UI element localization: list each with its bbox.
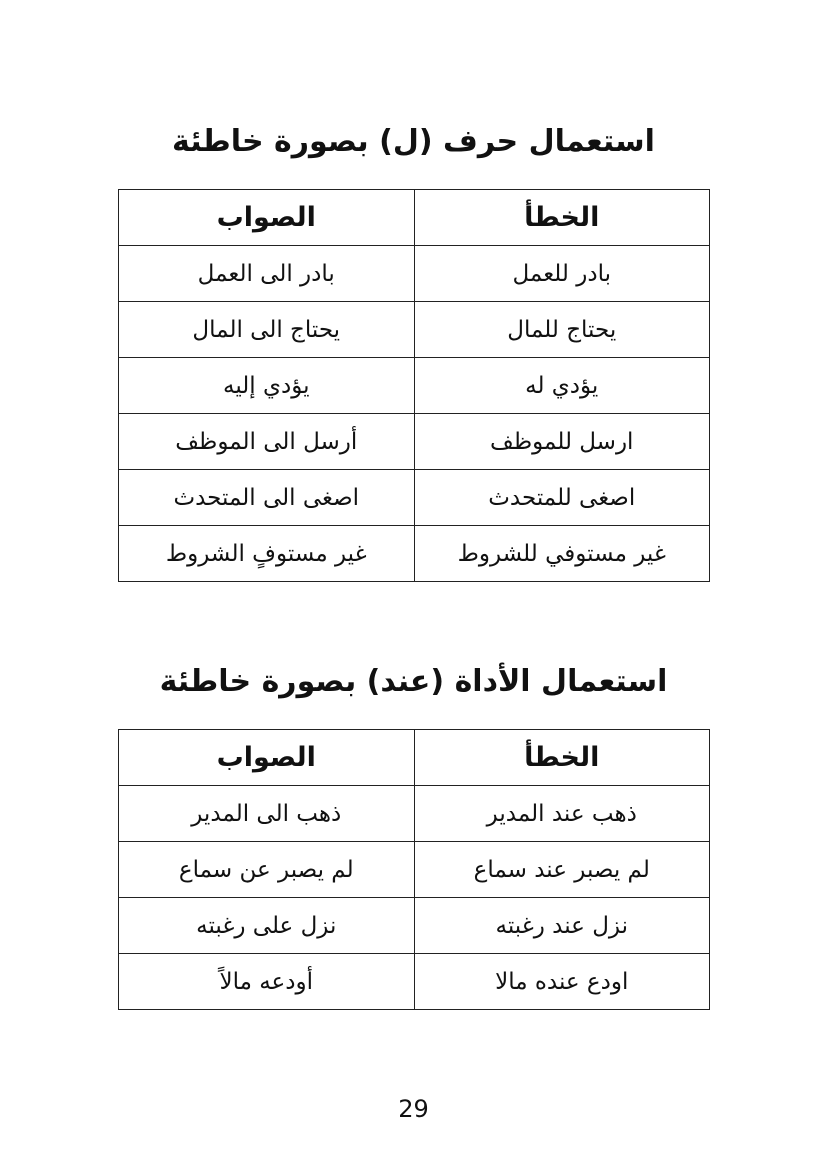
table-row [119, 842, 710, 898]
cell-right: أودعه مالاً [119, 954, 415, 1010]
cell-right: بادر الى العمل [119, 246, 415, 302]
header-right: الصواب [119, 730, 415, 786]
table-row [119, 246, 710, 302]
cell-wrong: لم يصبر عند سماع [414, 842, 710, 898]
page-number: 29 [398, 1095, 429, 1123]
cell-wrong: ذهب عند المدير [414, 786, 710, 842]
table-row [119, 786, 710, 842]
table-header-row [119, 190, 710, 246]
header-wrong: الخطأ [414, 190, 710, 246]
cell-right: لم يصبر عن سماع [119, 842, 415, 898]
cell-wrong: بادر للعمل [414, 246, 710, 302]
cell-right: اصغى الى المتحدث [119, 470, 415, 526]
corrections-table-lam [118, 189, 710, 582]
cell-right: يحتاج الى المال [119, 302, 415, 358]
cell-wrong: اصغى للمتحدث [414, 470, 710, 526]
cell-wrong: يؤدي له [414, 358, 710, 414]
header-wrong: الخطأ [414, 730, 710, 786]
table-row [119, 954, 710, 1010]
cell-right: يؤدي إليه [119, 358, 415, 414]
table-row [119, 302, 710, 358]
cell-right: أرسل الى الموظف [119, 414, 415, 470]
table-row [119, 470, 710, 526]
table-row [119, 358, 710, 414]
table-row [119, 898, 710, 954]
section-title-lam: استعمال حرف (ل) بصورة خاطئة [172, 124, 655, 159]
cell-right: ذهب الى المدير [119, 786, 415, 842]
cell-right: نزل على رغبته [119, 898, 415, 954]
header-right: الصواب [119, 190, 415, 246]
cell-wrong: يحتاج للمال [414, 302, 710, 358]
cell-wrong: نزل عند رغبته [414, 898, 710, 954]
cell-wrong: غير مستوفي للشروط [414, 526, 710, 582]
cell-wrong: ارسل للموظف [414, 414, 710, 470]
section-title-inda: استعمال الأداة (عند) بصورة خاطئة [159, 664, 668, 699]
table-row [119, 414, 710, 470]
table-row [119, 526, 710, 582]
cell-wrong: اودع عنده مالا [414, 954, 710, 1010]
cell-right: غير مستوفٍ الشروط [119, 526, 415, 582]
corrections-table-inda [118, 729, 710, 1010]
table-header-row [119, 730, 710, 786]
